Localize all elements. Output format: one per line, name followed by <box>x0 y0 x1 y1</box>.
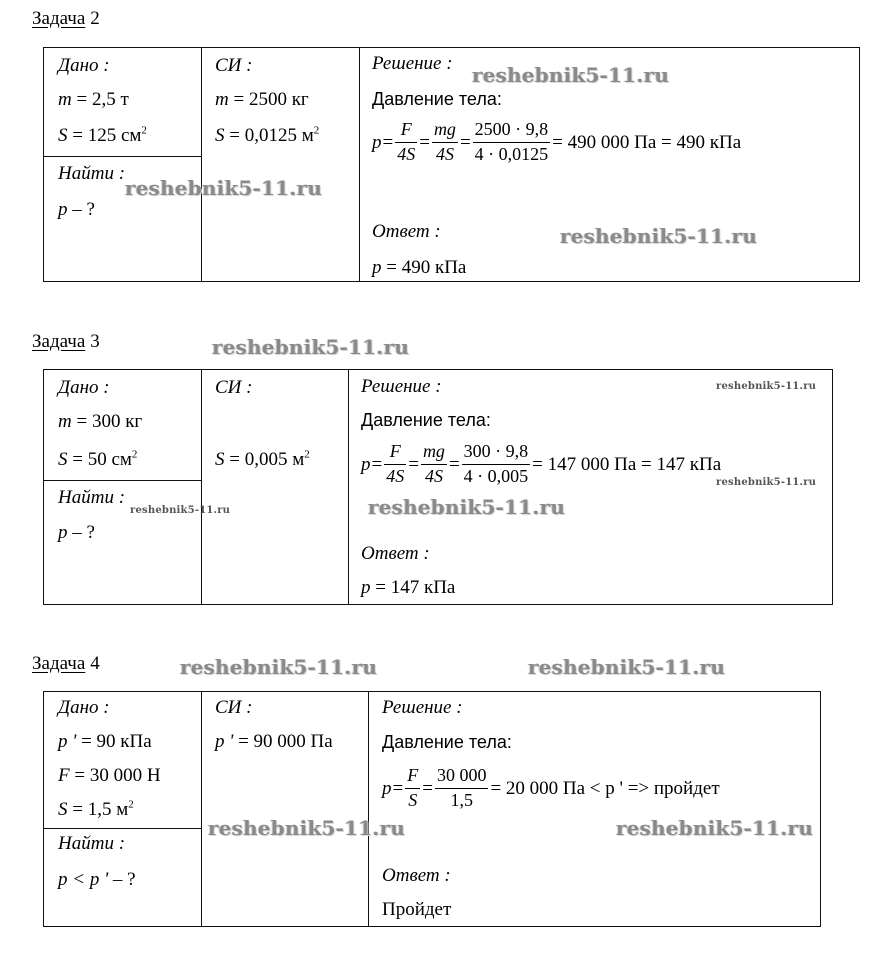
watermark: reshebnik5-11.ru <box>125 176 323 200</box>
answer-value: p = 147 кПа <box>361 577 456 598</box>
si-header: СИ : <box>215 377 253 398</box>
given-header: Дано : <box>58 697 110 718</box>
answer-header: Ответ : <box>382 865 451 886</box>
watermark: reshebnik5-11.ru <box>528 655 726 679</box>
solution-header: Решение : <box>382 697 463 718</box>
task-3-title: Задача 3 <box>32 331 100 352</box>
find-value: p – ? <box>58 199 95 220</box>
watermark: reshebnik5-11.ru <box>716 477 817 488</box>
si-header: СИ : <box>215 697 253 718</box>
watermark: reshebnik5-11.ru <box>560 224 758 248</box>
solution-text: Давление тела: <box>372 89 502 109</box>
watermark: reshebnik5-11.ru <box>212 335 410 359</box>
solution-text: Давление тела: <box>382 732 512 752</box>
given-header: Дано : <box>58 377 110 398</box>
solution-text: Давление тела: <box>361 410 491 430</box>
si-pressure: p ' = 90 000 Па <box>215 731 333 752</box>
si-area: S = 0,0125 $м^2$ <box>215 124 320 146</box>
find-header: Найти : <box>58 833 126 854</box>
watermark: reshebnik5-11.ru <box>130 505 231 516</box>
pressure-formula: p = $\frac{F}{S}$ = $\frac{30 000}{1,5}$ = 20 000 Па < p ' => пройдет <box>382 765 720 810</box>
watermark: reshebnik5-11.ru <box>180 655 378 679</box>
si-mass: m = 2500 кг <box>215 89 309 110</box>
answer-value: p = 490 кПа <box>372 257 467 278</box>
find-header: Найти : <box>58 163 126 184</box>
answer-value: Пройдет <box>382 899 452 920</box>
watermark: reshebnik5-11.ru <box>368 495 566 519</box>
given-mass: m = 2,5 т <box>58 89 129 110</box>
given-header: Дано : <box>58 55 110 76</box>
watermark: reshebnik5-11.ru <box>208 816 406 840</box>
solution-header: Решение : <box>372 53 453 74</box>
watermark: reshebnik5-11.ru <box>616 816 814 840</box>
solution-header: Решение : <box>361 376 442 397</box>
given-force: F = 30 000 Н <box>58 765 161 786</box>
find-value: p – ? <box>58 522 95 543</box>
answer-header: Ответ : <box>372 221 441 242</box>
watermark: reshebnik5-11.ru <box>716 381 817 392</box>
pressure-formula: p = $\frac{F}{4S}$ = $\frac{mg}{4S}$ = $\frac{2500 \cdot 9,8}{4 \cdot 0,0125}$ = 490 000 Па = 490 кПа <box>372 119 742 164</box>
given-pressure: p ' = 90 кПа <box>58 731 152 752</box>
task-3-table <box>43 369 833 605</box>
find-value: p < p ' – ? <box>58 869 136 890</box>
given-area: S = 50 $см^2$ <box>58 448 138 470</box>
given-area: S = 1,5 $м^2$ <box>58 798 134 820</box>
si-header: СИ : <box>215 55 253 76</box>
watermark: reshebnik5-11.ru <box>472 63 670 87</box>
si-area: S = 0,005 $м^2$ <box>215 448 310 470</box>
pressure-formula: p = $\frac{F}{4S}$ = $\frac{mg}{4S}$ = $\frac{300 \cdot 9,8}{4 \cdot 0,005}$ = 147 000 Па = 147 кПа <box>361 441 722 486</box>
task-4-title: Задача 4 <box>32 653 100 674</box>
task-2-title: Задача 2 <box>32 8 100 29</box>
find-header: Найти : <box>58 487 126 508</box>
given-mass: m = 300 кг <box>58 411 143 432</box>
given-area: S = 125 $см^2$ <box>58 124 147 146</box>
task-4-table <box>43 691 821 927</box>
answer-header: Ответ : <box>361 543 430 564</box>
